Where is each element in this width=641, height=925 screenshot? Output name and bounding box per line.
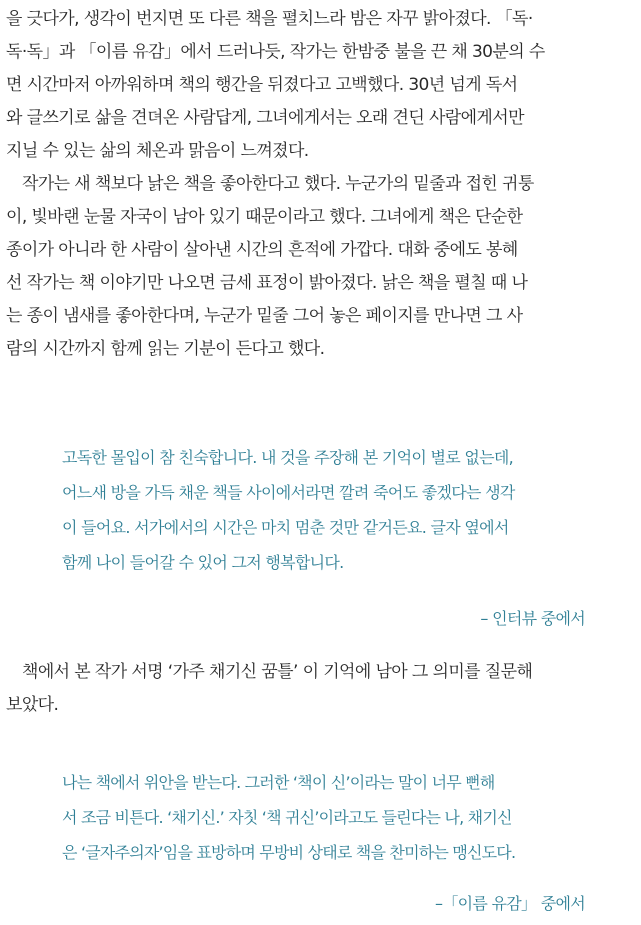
paragraph-2-line-2: 이, 빛바랜 눈물 자국이 남아 있기 때문이라고 했다. 그녀에게 책은 단순한 — [6, 207, 523, 227]
quote-1-attribution: – 인터뷰 중에서 — [480, 609, 585, 628]
quote-2-attribution: –「이름 유감」 중에서 — [435, 894, 585, 913]
quote-2-line-2: 서 조금 비튼다. ‘채기신.’ 자칫 ‘책 귀신’이라고도 들린다는 나, 채기신 — [62, 808, 512, 827]
quote-2-line-1: 나는 책에서 위안을 받는다. 그러한 ‘책이 신’이라는 말이 너무 뻔해 — [62, 773, 495, 792]
paragraph-2-line-5: 는 종이 냄새를 좋아한다며, 누군가 밑줄 그어 놓은 페이지를 만나면 그 사 — [6, 306, 523, 326]
paragraph-3-line-2: 보았다. — [6, 695, 59, 715]
quote-1-line-3: 이 들어요. 서가에서의 시간은 마치 멈춘 것만 같거든요. 글자 옆에서 — [62, 518, 509, 537]
paragraph-1-line-3: 면 시간마저 아까워하며 책의 행간을 뒤졌다고 고백했다. 30년 넘게 독서 — [6, 75, 518, 95]
quote-1-line-1: 고독한 몰입이 참 친숙합니다. 내 것을 주장해 본 기억이 별로 없는데, — [62, 448, 514, 467]
paragraph-2-line-4: 선 작가는 책 이야기만 나오면 금세 표정이 밝아졌다. 낡은 책을 펼칠 때 나 — [6, 273, 528, 293]
quote-2-line-3: 은 ‘글자주의자’임을 표방하며 무방비 상태로 책을 찬미하는 맹신도다. — [62, 843, 516, 862]
paragraph-1-line-1: 을 긋다가, 생각이 번지면 또 다른 책을 펼치느라 밤은 자꾸 밝아졌다. 「독· — [6, 9, 533, 29]
paragraph-2-line-3: 종이가 아니라 한 사람이 살아낸 시간의 흔적에 가깝다. 대화 중에도 봉혜 — [6, 240, 518, 260]
paragraph-2-line-1: 작가는 새 책보다 낡은 책을 좋아한다고 했다. 누군가의 밑줄과 접힌 귀퉁 — [22, 174, 534, 194]
quote-1-line-2: 어느새 방을 가득 채운 책들 사이에서라면 깔려 죽어도 좋겠다는 생각 — [62, 483, 515, 502]
paragraph-1-line-5: 지닐 수 있는 삶의 체온과 맑음이 느껴졌다. — [6, 141, 309, 161]
paragraph-2-line-6: 람의 시간까지 함께 읽는 기분이 든다고 했다. — [6, 339, 325, 359]
paragraph-1-line-4: 와 글쓰기로 삶을 견뎌온 사람답게, 그녀에게서는 오래 견딘 사람에게서만 — [6, 108, 524, 128]
paragraph-3-line-1: 책에서 본 작가 서명 ‘가주 채기신 꿈틀’ 이 기억에 남아 그 의미를 질문해 — [22, 662, 533, 682]
paragraph-1-line-2: 독·독」과 「이름 유감」에서 드러나듯, 작가는 한밤중 불을 끈 채 30분의 수 — [6, 42, 545, 62]
quote-1-line-4: 함께 나이 들어갈 수 있어 그저 행복합니다. — [62, 553, 344, 572]
